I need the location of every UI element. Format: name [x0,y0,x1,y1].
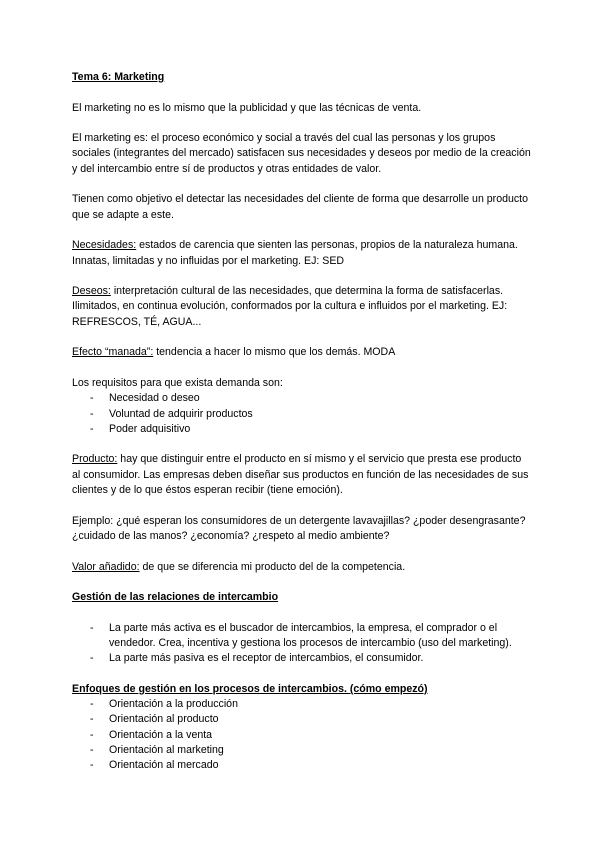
list-item: - Orientación a la producción [72,697,532,712]
necesidades-text: estados de carencia que sienten las personas, propios de la naturaleza humana. Innatas, limitadas y no influidas por el marketing. EJ: SED [72,239,518,267]
efecto-paragraph [72,345,532,360]
gestion-heading: Gestión de las relaciones de intercambio [72,591,279,604]
producto-paragraph [72,452,532,498]
necesidades-term: Necesidades: [72,239,137,252]
definition-paragraph: El marketing es: el proceso económico y social a través del cual las personas y los grupos sociales (integrantes del mercado) satisfacen sus necesidades y deseos por medio de la creación y del intercambio entre sí de productos y otras entidades de valor. [72,132,531,175]
list-item: - Poder adquisitivo [72,422,532,437]
enfoques-heading: Enfoques de gestión en los procesos de intercambios. (cómo empezó) [72,682,428,695]
list-item: - Orientación al marketing [72,743,532,758]
list-item: - Orientación al producto [72,712,532,727]
list-item: - Necesidad o deseo [72,391,532,406]
document-page [72,70,532,774]
valor-paragraph [72,560,532,575]
intro-paragraph: El marketing no es lo mismo que la publicidad y que las técnicas de venta. [72,101,422,114]
producto-term: Producto: [72,453,118,466]
necesidades-paragraph [72,238,532,269]
page-title: Tema 6: Marketing [72,71,165,83]
objective-paragraph: Tienen como objetivo el detectar las necesidades del cliente de forma que desarrolle un producto que se adapte a este. [72,193,529,221]
gestion-list [72,621,532,667]
requisitos-list [72,391,532,437]
producto-text: hay que distinguir entre el producto en sí mismo y el servicio que presta ese producto al consumidor. Las empresas deben diseñar sus productos en función de las necesidades de sus clientes y de lo que éstos esperan recibir (tiene emoción). [72,453,529,497]
list-item: - La parte más activa es el buscador de intercambios, la empresa, el comprador o el vendedor. Crea, incentiva y gestiona los procesos de intercambio (uso del marketing). [72,621,532,652]
list-item: - Orientación al mercado [72,758,532,773]
efecto-text: tendencia a hacer lo mismo que los demás. MODA [153,346,396,359]
deseos-text: interpretación cultural de las necesidades, que determina la forma de satisfacerlas. Ilimitados, en continua evolución, conformados por la cultura e influidos por el marketing. EJ: REFRESCOS, TÉ, AGUA... [72,285,508,328]
list-item: - La parte más pasiva es el receptor de intercambios, el consumidor. [72,651,532,666]
valor-text: de que se diferencia mi producto del de la competencia. [139,560,406,573]
list-item: - Orientación a la venta [72,728,532,743]
ejemplo-paragraph: Ejemplo: ¿qué esperan los consumidores de un detergente lavavajillas? ¿poder desengrasante? ¿cuidado de las manos? ¿economía? ¿respeto al medio ambiente? [72,514,526,542]
list-item: - Voluntad de adquirir productos [72,407,532,422]
valor-term: Valor añadido: [72,560,140,573]
requisitos-intro: Los requisitos para que exista demanda son: [72,376,283,389]
deseos-term: Deseos: [72,285,111,298]
deseos-paragraph [72,284,532,330]
enfoques-list [72,697,532,773]
efecto-term: Efecto “manada”: [72,346,154,359]
